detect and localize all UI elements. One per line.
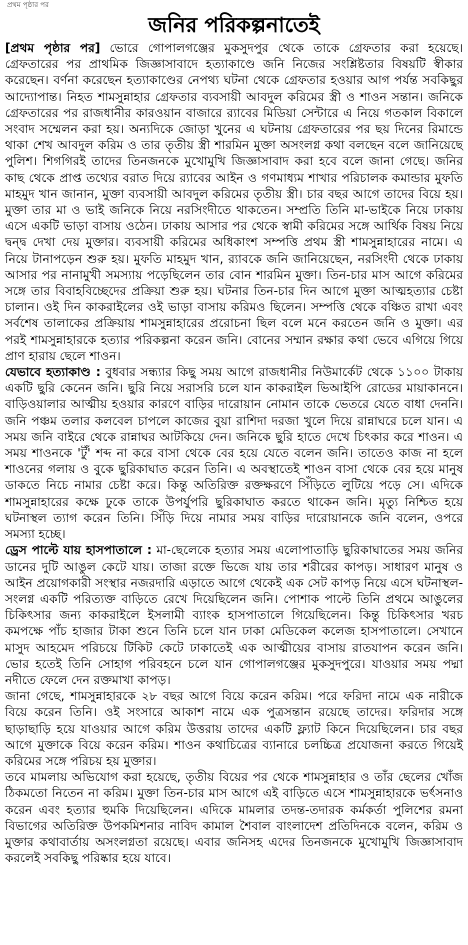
subheading-hospital: ড্রেস পাল্টে যায় হাসপাতালে : <box>5 543 152 558</box>
continuation-label: [প্রথম পৃষ্ঠার পর] <box>5 41 101 55</box>
subheading-murder: যেভাবে হত্যাকাণ্ড : <box>5 365 101 380</box>
paragraph-hospital <box>5 542 463 688</box>
paragraph-text: মা-ছেলেকে হত্যার সময় এলোপাতাড়ি ছুরিকাঘাতের সময় জনির ডানের দুটি আঙুল কেটে যায়। তাজা রক্তে ভিজে যায় তার শরীরের কাপড়। সাধারণ মানুষ ও আইন প্রয়োগকারী সংস্থার নজরদারি এড়াতে আগে থেকেই এক সেট কাপড় নিয়ে এসে ঘটনাস্থল-সংলগ্ন একটি পরিত্যক্ত বাড়িতে রেখে দিয়েছিলেন জনি। পোশাক পাল্টে তিনি প্রথমে আঙুলের চিকিৎসার জন্য কাকরাইলে ইসলামী ব্যাংক হাসপাতালে গিয়েছিলেন। কিন্তু চিকিৎসার খরচ কমপক্ষে পাঁচ হাজার টাকা শুনে তিনি চলে যান ঢাকা মেডিকেল কলেজ হাসপাতালে। সেখানে মাসুদ আহমেদ পরিচয়ে টিকিট কেটে ঢাকাতেই এক আত্মীয়ের বাসায় রাতযাপন করেন জনি। ভোর হতেই তিনি সোহাগ পরিবহনে চলে যান গোপালগঞ্জের মুকসুদপুরে। যাওয়ার সময় পদ্মা নদীতে ফেলে দেন রক্তমাখা কাপড়। <box>5 543 464 687</box>
paragraph-text: জানা গেছে, শামসুন্নাহারকে ২৮ বছর আগে বিয়ে করেন করিম। পরে ফরিদা নামে এক নারীকে বিয়ে করেন তিনি। ওই সংসারে আকাশ নামে এক পুত্রসন্তান রয়েছে তাদের। ফরিদার সঙ্গে ছাড়াছাড়ি হয়ে যাওয়ার আগে করিম উত্তরায় তাদের একটি ফ্ল্যাট কিনে দিয়েছিলেন। চার বছর আগে মুক্তাকে বিয়ে করেন করিম। শাওন কথাচিত্রের ব্যানারে চলচ্চিত্র প্রযোজনা করতে গিয়েই করিমের সঙ্গে পরিচয় হয় মুক্তার। <box>5 689 463 768</box>
paragraph-text: বুধবার সন্ধ্যার কিছু সময় আগে রাজধানীর নিউমার্কেট থেকে ১১০০ টাকায় একটি ছুরি কেনেন জনি। ছুরি নিয়ে সরাসরি চলে যান কাকরাইল ভিআইপি রোডের মায়াকাননে। বাড়িওয়ালার আত্মীয় হওয়ার কারণে বাড়ির দারোয়ান নোমান তাকে ভেতরে যেতে বাধা দেননি। জনি পঞ্চম তলার কলবেল চাপলে কাজের বুয়া রাশিদা দরজা খুলে দিয়ে রান্নাঘরে চলে যান। এ সময় জনি বাইরে থেকে রান্নাঘর আটকিয়ে দেন। জনিকে ছুরি হাতে দেখে চিৎকার করে শাওন। এ সময় শাওনকে 'টুঁ' শব্দ না করে বাসা থেকে বের হয়ে যেতে বলেন জনি। তাতেও কাজ না হলে শাওনের গলায় ও বুকে ছুরিকাঘাত করেন তিনি। এ অবস্থাতেই শাওন বাসা থেকে বের হয়ে মানুষ ডাকতে নিচে নামার চেষ্টা করে। কিন্তু অতিরিক্ত রক্তক্ষরণে সিঁড়িতে লুটিয়ে পড়ে সে। এদিকে শামসুন্নাহারের কক্ষে ঢুকে তাকে উপর্যুপরি ছুরিকাঘাত করতে থাকেন জনি। মৃত্যু নিশ্চিত হয়ে ঘটনাস্থল ত্যাগ করেন তিনি। সিঁড়ি দিয়ে নামার সময় বাড়ির দারোয়ানকে জনি বলেন, ওপরে সমস্যা হচ্ছে। <box>5 365 464 542</box>
top-strip: প্রথম পৃষ্ঠার পর <box>7 1 49 9</box>
paragraph-intro <box>5 40 463 364</box>
paragraph-murder <box>5 364 463 542</box>
paragraph-case <box>5 769 463 866</box>
article-body <box>5 40 463 866</box>
headline: জনির পরিকল্পনাতেই <box>148 13 320 37</box>
paragraph-marriage <box>5 688 463 769</box>
paragraph-text: ভোরে গোপালগঞ্জের মুকসুদপুর থেকে তাকে গ্রেফতার করা হয়েছে। গ্রেফতারের পর প্রাথমিক জিজ্ঞাসাবাদে হত্যাকাণ্ডে জনি নিজের সংশ্লিষ্টতার বিষয়টি স্বীকার করেছেন। বর্ণনা করেছেন হত্যাকাণ্ডের নেপথ্য ঘটনা থেকে গ্রেফতার হওয়ার আগ পর্যন্ত সবকিছুর আদ্যোপান্ত। নিহত শামসুন্নাহার গ্রেফতার ব্যবসায়ী আবদুল করিমের স্ত্রী ও শাওন সন্তান। জনিকে গ্রেফতারের পর রাজধানীর কারওয়ান বাজারে র‌্যাবের মিডিয়া সেন্টারে এ নিয়ে গতকাল বিকালে সংবাদ সম্মেলন করা হয়। অন্যদিকে জোড়া খুনের এ ঘটনায় গ্রেফতারের পর ছয় দিনের রিমান্ডে থাকা শেখ আবদুল করিম ও তার তৃতীয় স্ত্রী শারমিন মুক্তা অসংলগ্ন কথা বলছেন বলে জানিয়েছে পুলিশ। শিগগিরই তাদের তিনজনকে মুখোমুখি জিজ্ঞাসাবাদ করা হবে বলে জানা গেছে। জনির কাছ থেকে প্রাপ্ত তথ্যের বরাত দিয়ে র‌্যাবের আইন ও গণমাধ্যম শাখার পরিচালক কমান্ডার মুফতি মাহমুদ খান জানান, মুক্তা ব্যবসায়ী আবদুল করিমের তৃতীয় স্ত্রী। চার বছর আগে তাদের বিয়ে হয়। মুক্তা তার মা ও ভাই জনিকে নিয়ে নরসিংদীতে থাকতেন। সম্প্রতি তিনি মা-ভাইকে নিয়ে ঢাকায় এসে একটি ভাড়া বাসায় ওঠেন। ঢাকায় আসার পর থেকে স্বামী করিমের সঙ্গে আর্থিক বিষয় নিয়ে দ্বন্দ্ব দেখা দেয় মুক্তার। ব্যবসায়ী করিমের অধিকাংশ সম্পত্তি প্রথম স্ত্রী শামসুন্নাহারের নামে। এ নিয়ে টানাপড়েন শুরু হয়। মুফতি মাহমুদ খান, র‌্যাবকে জনি জানিয়েছেন, নরসিংদী থেকে ঢাকায় আসার পর নানামুখী সমস্যায় পড়েছিলেন তার বোন শারমিন মুক্তা। তিন-চার মাস আগে করিমের সঙ্গে তার বিবাহবিচ্ছেদের প্রক্রিয়া শুরু হয়। ঘটনার তিন-চার দিন আগে মুক্তা আত্মহত্যার চেষ্টা চালান। ওই দিন কাকরাইলের ওই ভাড়া বাসায় করিমও ছিলেন। সম্পত্তি থেকে বঞ্চিত রাখা এবং সর্বশেষ তালাকের প্রক্রিয়ায় শামসুন্নাহারের প্ররোচনা ছিল বলে মনে করতেন জনি ও মুক্তা। এর পরই শামসুন্নাহারকে হত্যার পরিকল্পনা করেন জনি। বোনের সম্মান রক্ষার কথা ভেবে এগিয়ে গিয়ে প্রাণ হারায় ছেলে শাওন। <box>5 41 463 363</box>
paragraph-text: তবে মামলায় অভিযোগ করা হয়েছে, তৃতীয় বিয়ের পর থেকে শামসুন্নাহার ও তাঁর ছেলের খোঁজ ঠিকমতো নিতেন না করিম। মুক্তা তিন-চার মাস আগে এই বাড়িতে এসে শামসুন্নাহারকে ভর্ৎসনাও করেন এবং হত্যার হুমকি দিয়েছিলেন। এদিকে মামলার তদন্ত-তদারক কর্মকর্তা পুলিশের রমনা বিভাগের অতিরিক্ত উপকমিশনার নাবিদ কামাল শৈবাল বাংলাদেশ প্রতিদিনকে বলেন, করিম ও মুক্তার কথাবার্তায় অসংলগ্নতা রয়েছে। এবার জনিসহ এদের তিনজনকে মুখোমুখি জিজ্ঞাসাবাদ করলেই সবকিছু পরিষ্কার হয়ে যাবে। <box>5 770 463 866</box>
